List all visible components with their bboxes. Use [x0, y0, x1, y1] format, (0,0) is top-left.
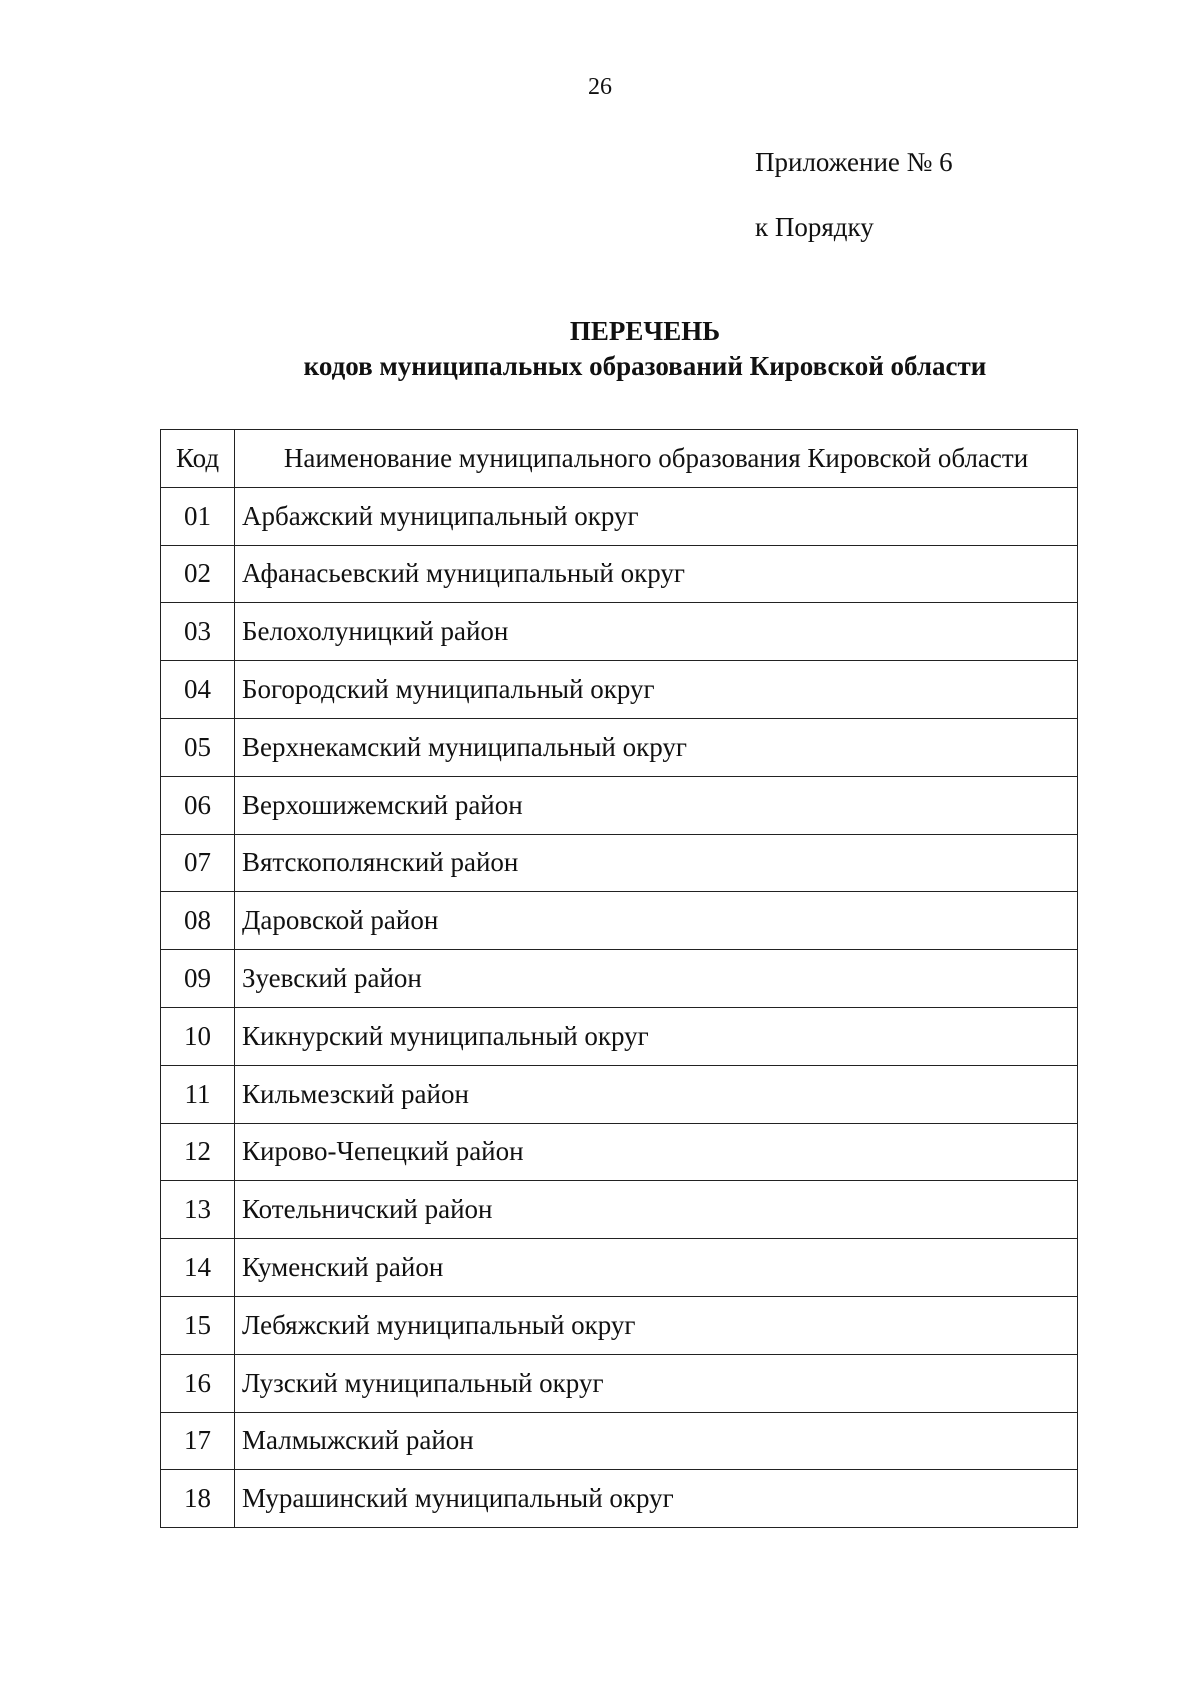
- row-code: 13: [161, 1181, 235, 1239]
- appendix-number: Приложение № 6: [755, 147, 953, 177]
- table-row: [161, 776, 1078, 834]
- row-name: Арбажский муниципальный округ: [235, 487, 1078, 545]
- row-code: 10: [161, 1007, 235, 1065]
- document-title: ПЕРЕЧЕНЬ: [569, 316, 721, 346]
- row-name: Верхнекамский муниципальный округ: [235, 718, 1078, 776]
- row-code: 09: [161, 950, 235, 1008]
- row-code: 11: [161, 1065, 235, 1123]
- table-row: [161, 718, 1078, 776]
- row-name: Мурашинский муниципальный округ: [235, 1470, 1078, 1528]
- row-name: Даровской район: [235, 892, 1078, 950]
- row-name: Куменский район: [235, 1239, 1078, 1297]
- row-code: 18: [161, 1470, 235, 1528]
- header-name: Наименование муниципального образования Кировской области: [235, 430, 1078, 488]
- table-row: [161, 1123, 1078, 1181]
- row-code: 04: [161, 661, 235, 719]
- row-name: Верхошижемский район: [235, 776, 1078, 834]
- row-name: Малмыжский район: [235, 1412, 1078, 1470]
- table-row: [161, 834, 1078, 892]
- document-subtitle: кодов муниципальных образований Кировской области: [303, 351, 987, 381]
- table-row: [161, 892, 1078, 950]
- table-row: [161, 1296, 1078, 1354]
- row-code: 01: [161, 487, 235, 545]
- row-name: Белохолуницкий район: [235, 603, 1078, 661]
- appendix-reference: к Порядку: [755, 212, 874, 242]
- row-code: 15: [161, 1296, 235, 1354]
- row-name: Зуевский район: [235, 950, 1078, 1008]
- table-row: [161, 1007, 1078, 1065]
- table-row: [161, 603, 1078, 661]
- row-name: Вятскополянский район: [235, 834, 1078, 892]
- row-code: 12: [161, 1123, 235, 1181]
- row-name: Богородский муниципальный округ: [235, 661, 1078, 719]
- table-row: [161, 545, 1078, 603]
- row-code: 05: [161, 718, 235, 776]
- row-name: Кильмезский район: [235, 1065, 1078, 1123]
- row-name: Лебяжский муниципальный округ: [235, 1296, 1078, 1354]
- table-row: [161, 1065, 1078, 1123]
- table-row: [161, 1181, 1078, 1239]
- table-row: [161, 950, 1078, 1008]
- row-code: 07: [161, 834, 235, 892]
- row-code: 02: [161, 545, 235, 603]
- row-code: 03: [161, 603, 235, 661]
- table-header-row: [161, 430, 1078, 488]
- row-name: Афанасьевский муниципальный округ: [235, 545, 1078, 603]
- table-row: [161, 1239, 1078, 1297]
- table-row: [161, 1470, 1078, 1528]
- table-body: [161, 487, 1078, 1527]
- row-code: 06: [161, 776, 235, 834]
- row-name: Котельничский район: [235, 1181, 1078, 1239]
- table-row: [161, 1354, 1078, 1412]
- row-code: 08: [161, 892, 235, 950]
- row-code: 17: [161, 1412, 235, 1470]
- row-name: Кикнурский муниципальный округ: [235, 1007, 1078, 1065]
- row-code: 16: [161, 1354, 235, 1412]
- row-code: 14: [161, 1239, 235, 1297]
- municipal-codes-table: [160, 429, 1078, 1528]
- row-name: Лузский муниципальный округ: [235, 1354, 1078, 1412]
- table-row: [161, 1412, 1078, 1470]
- table-row: [161, 661, 1078, 719]
- table-row: [161, 487, 1078, 545]
- header-code: Код: [161, 430, 235, 488]
- page-number: 26: [588, 74, 612, 100]
- row-name: Кирово-Чепецкий район: [235, 1123, 1078, 1181]
